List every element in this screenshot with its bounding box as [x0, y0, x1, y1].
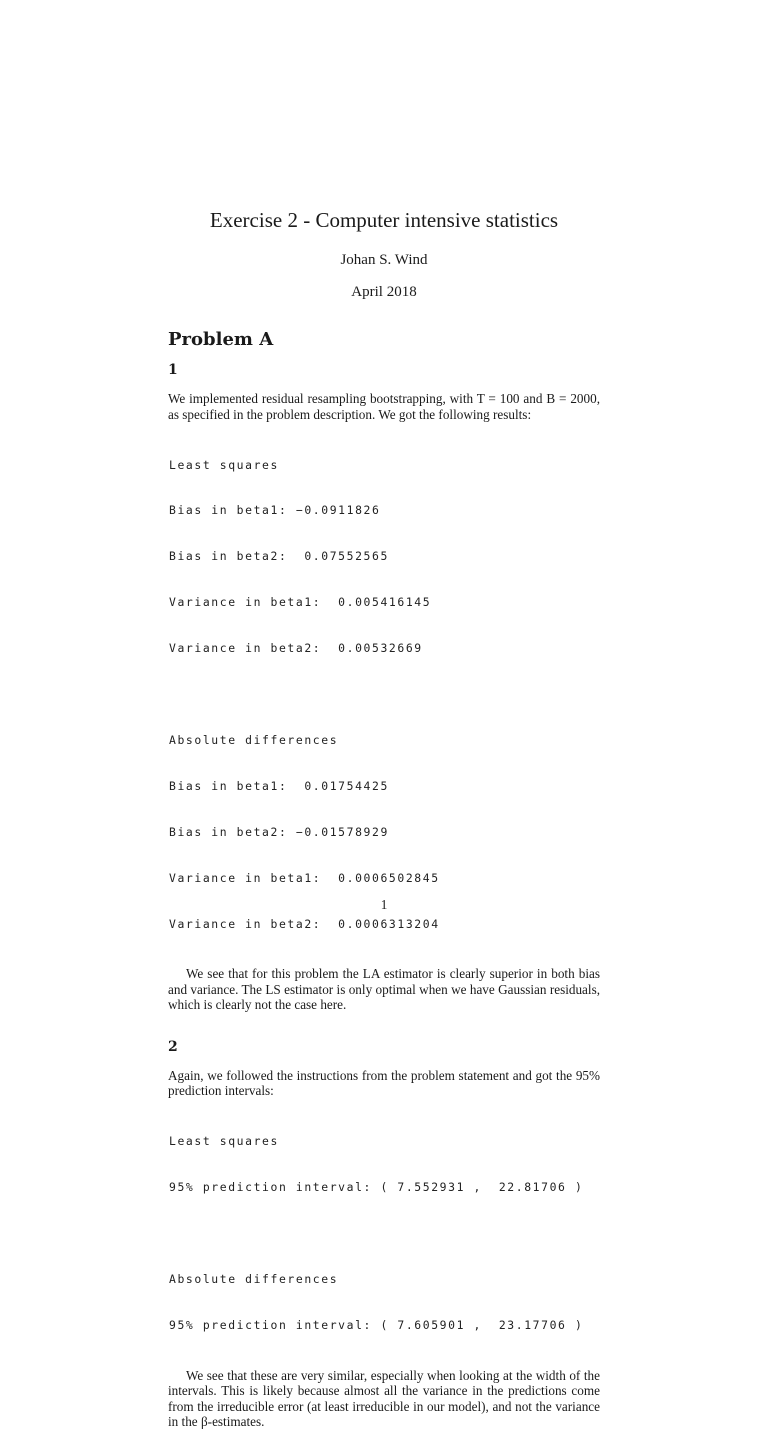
- code-line: Variance in beta2: 0.00532669: [169, 641, 423, 656]
- results-code-block-1: [169, 427, 600, 962]
- code-line: Absolute differences: [169, 732, 339, 747]
- document-title: Exercise 2 - Computer intensive statistics: [209, 208, 559, 232]
- subsection-number-2: 2: [168, 1038, 178, 1055]
- document-body: [168, 328, 600, 1435]
- code-blank-line: [169, 687, 600, 702]
- code-line: Variance in beta2: 0.0006313204: [169, 916, 440, 931]
- document-date: April 2018: [351, 284, 417, 300]
- code-line: 95% prediction interval: ( 7.552931 , 22.81706 ): [169, 1180, 584, 1195]
- code-line: Bias in beta2: −0.01578929: [169, 824, 389, 839]
- code-line: Least squares: [169, 457, 279, 472]
- code-blank-line: [169, 1226, 600, 1241]
- code-line: Least squares: [169, 1134, 279, 1149]
- results-code-block-2: [169, 1104, 600, 1364]
- paragraph-intro-1: We implemented residual resampling bootstrapping, with T = 100 and B = 2000, as specified in the problem description. We got the following results:: [168, 391, 600, 422]
- code-line: Absolute differences: [169, 1272, 339, 1287]
- paragraph-conclusion-1: We see that for this problem the LA estimator is clearly superior in both bias and variance. The LS estimator is only optimal when we have Gaussian residuals, which is clearly not the case here.: [168, 966, 600, 1013]
- page-number: 1: [380, 897, 388, 912]
- paragraph-conclusion-2: We see that these are very similar, especially when looking at the width of the intervals. This is likely because almost all the variance in the predictions come from the irreducible error (at least irreducible in our model), and not the variance in the β-estimates.: [168, 1367, 600, 1430]
- code-line: Variance in beta1: 0.005416145: [169, 595, 432, 610]
- subsection-number-1: 1: [168, 362, 178, 378]
- code-line: 95% prediction interval: ( 7.605901 , 23.17706 ): [169, 1318, 584, 1333]
- code-line: Bias in beta1: 0.01754425: [169, 778, 389, 793]
- section-title-problem-a: Problem A: [168, 329, 274, 350]
- document-author: Johan S. Wind: [340, 252, 428, 268]
- code-line: Variance in beta1: 0.0006502845: [169, 870, 440, 885]
- code-line: Bias in beta2: 0.07552565: [169, 549, 389, 564]
- code-line: Bias in beta1: −0.0911826: [169, 503, 381, 518]
- paragraph-intro-2: Again, we followed the instructions from the problem statement and got the 95% prediction intervals:: [168, 1067, 600, 1099]
